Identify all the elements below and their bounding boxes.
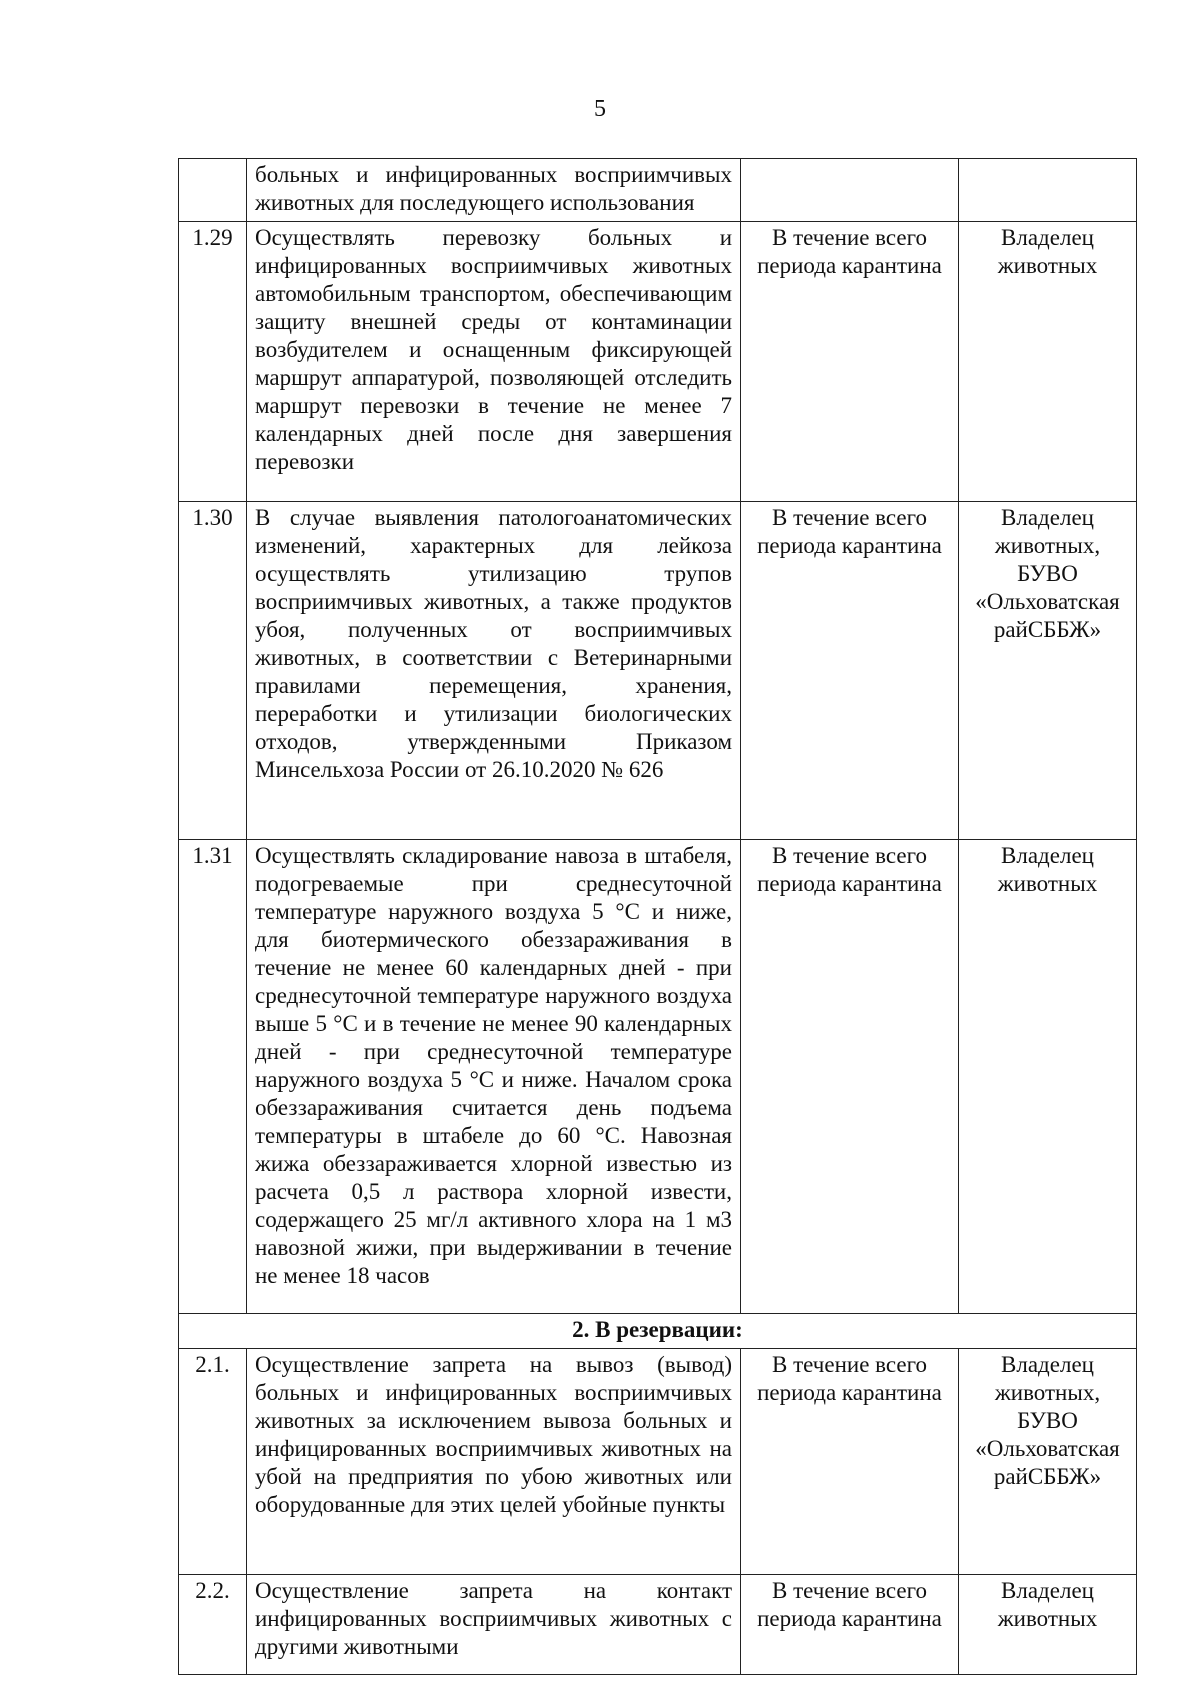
- table-row: [179, 1349, 1137, 1575]
- row-number: 2.1.: [179, 1349, 247, 1575]
- measure-text: больных и инфицированных восприимчивых животных для последующего использования: [247, 159, 741, 222]
- measure-text: Осуществление запрета на контакт инфицированных восприимчивых животных с другими животными: [247, 1575, 741, 1675]
- table-row: [179, 1575, 1137, 1675]
- measure-text: Осуществлять перевозку больных и инфицированных восприимчивых животных автомобильным транспортом, обеспечивающим защиту внешней среды от контаминации возбудителем и оснащенным фиксирующей маршрут аппаратурой, позволяющей отследить маршрут перевозки в течение не менее 7 календарных дней после дня завершения перевозки: [247, 222, 741, 502]
- section-row: [179, 1314, 1137, 1349]
- page-number: 5: [594, 96, 606, 122]
- term-cell: В течение всего периода карантина: [741, 222, 959, 502]
- measure-text: Осуществление запрета на вывоз (вывод) больных и инфицированных восприимчивых животных за исключением вывоза больных и инфицированных восприимчивых животных на убой на предприятия по убою животных или оборудованные для этих целей убойные пункты: [247, 1349, 741, 1575]
- measures-table: [178, 158, 1137, 1675]
- responsible-cell: Владелец животных: [959, 840, 1137, 1314]
- row-number: 1.29: [179, 222, 247, 502]
- term-cell: [741, 159, 959, 222]
- table-row: [179, 159, 1137, 222]
- term-cell: В течение всего периода карантина: [741, 840, 959, 1314]
- row-number: 1.30: [179, 502, 247, 840]
- table-row: [179, 840, 1137, 1314]
- responsible-cell: Владелец животных: [959, 222, 1137, 502]
- table-row: [179, 222, 1137, 502]
- term-cell: В течение всего периода карантина: [741, 502, 959, 840]
- row-number: [179, 159, 247, 222]
- responsible-cell: Владелец животных, БУВО «Ольховатская райСББЖ»: [959, 1349, 1137, 1575]
- table-row: [179, 502, 1137, 840]
- row-number: 1.31: [179, 840, 247, 1314]
- section-title: 2. В резервации:: [179, 1314, 1137, 1349]
- responsible-cell: Владелец животных, БУВО «Ольховатская райСББЖ»: [959, 502, 1137, 840]
- row-number: 2.2.: [179, 1575, 247, 1675]
- measure-text: В случае выявления патологоанатомических изменений, характерных для лейкоза осуществлять утилизацию трупов восприимчивых животных, а также продуктов убоя, полученных от восприимчивых животных, в соответствии с Ветеринарными правилами перемещения, хранения, переработки и утилизации биологических отходов, утвержденными Приказом Минсельхоза России от 26.10.2020 № 626: [247, 502, 741, 840]
- measure-text: Осуществлять складирование навоза в штабеля, подогреваемые при среднесуточной температуре наружного воздуха 5 °С и ниже, для биотермического обеззараживания в течение не менее 60 календарных дней - при среднесуточной температуре наружного воздуха выше 5 °С и в течение не менее 90 календарных дней - при среднесуточной температуре наружного воздуха 5 °С и ниже. Началом срока обеззараживания считается день подъема температуры в штабеле до 60 °С. Навозная жижа обеззараживается хлорной известью из расчета 0,5 л раствора хлорной извести, содержащего 25 мг/л активного хлора на 1 м3 навозной жижи, при выдерживании в течение не менее 18 часов: [247, 840, 741, 1314]
- term-cell: В течение всего периода карантина: [741, 1575, 959, 1675]
- responsible-cell: [959, 159, 1137, 222]
- term-cell: В течение всего периода карантина: [741, 1349, 959, 1575]
- responsible-cell: Владелец животных: [959, 1575, 1137, 1675]
